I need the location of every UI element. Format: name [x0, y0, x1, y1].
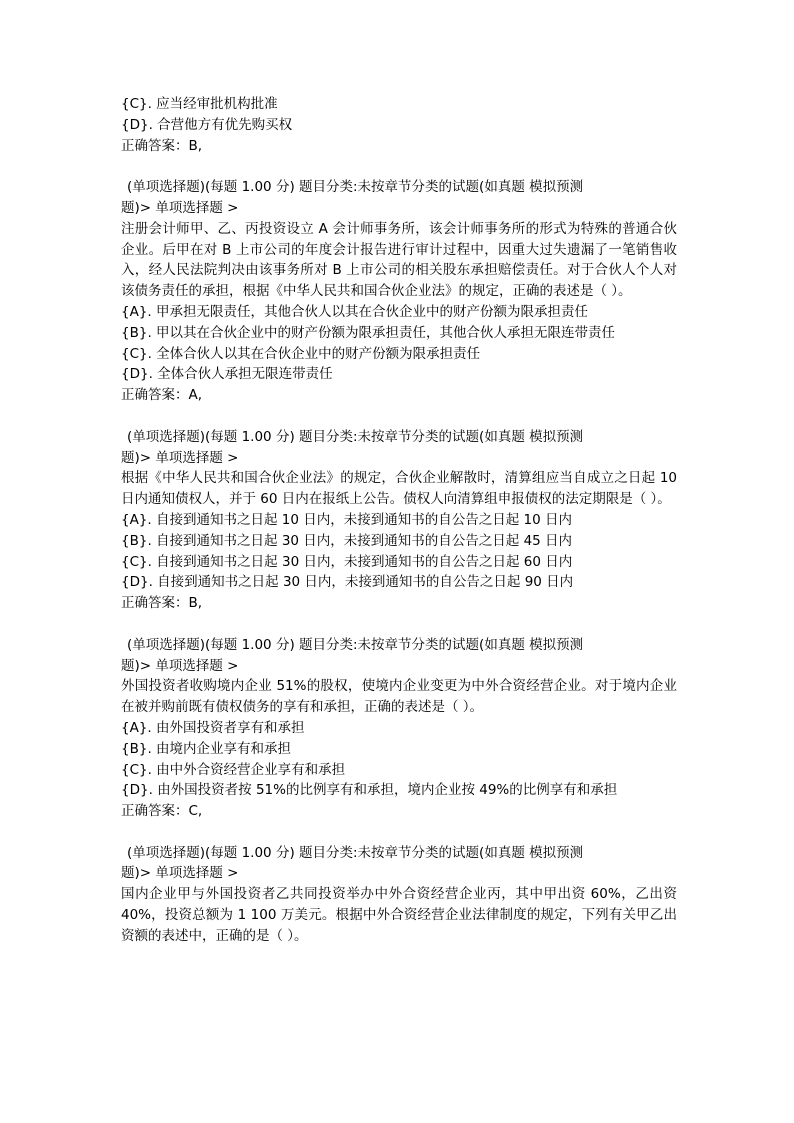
question-header: (单项选择题)(每题 1.00 分) 题目分类:未按章节分类的试题(如真题 模拟预测 [127, 179, 584, 196]
option-d: {D}. 合营他方有优先购买权 [121, 116, 293, 133]
correct-answer: 正确答案：B, [121, 595, 203, 612]
document-page [121, 94, 677, 947]
option-c: {C}. 全体合伙人以其在合伙企业中的财产份额为限承担责任 [121, 345, 481, 362]
question-stem: 注册会计师甲、乙、丙投资设立 A 会计师事务所，该会计师事务所的形式为特殊的普通合伙企业。后甲在对 B 上市公司的年度会计报告进行审计过程中，因重大过失遗漏了一笔销售收入，经人民法院判决由该事务所对 B 上市公司的相关股东承担赔偿责任。对于合伙人个人对该债务责任的承担，根据《中华人民共和国合伙企业法》的规定，正确的表述是（ ）。 [121, 220, 677, 300]
question-header-cont: 题)> 单项选择题 > [121, 657, 239, 674]
option-b: {B}. 甲以其在合伙企业中的财产份额为限承担责任，其他合伙人承担无限连带责任 [121, 324, 616, 341]
option-a: {A}. 甲承担无限责任，其他合伙人以其在合伙企业中的财产份额为限承担责任 [121, 303, 588, 320]
question-stem: 国内企业甲与外国投资者乙共同投资举办中外合资经营企业丙，其中甲出资 60%，乙出资 40%，投资总额为 1 100 万美元。根据中外合资经营企业法律制度的规定，下列有关甲乙出资额的表述中，正确的是（ ）。 [121, 886, 677, 944]
option-c: {C}. 应当经审批机构批准 [121, 96, 278, 112]
correct-answer: 正确答案：A, [121, 387, 203, 404]
option-d: {D}. 全体合伙人承担无限连带责任 [121, 366, 333, 383]
option-b: {B}. 由境内企业享有和承担 [121, 740, 292, 757]
option-a: {A}. 自接到通知书之日起 10 日内，未接到通知书的自公告之日起 10 日内 [121, 511, 573, 528]
correct-answer: 正确答案：C, [121, 803, 203, 820]
question-block [121, 427, 677, 614]
intro-block [121, 94, 677, 156]
question-header-cont: 题)> 单项选择题 > [121, 449, 239, 466]
question-header: (单项选择题)(每题 1.00 分) 题目分类:未按章节分类的试题(如真题 模拟预测 [127, 636, 584, 653]
option-b: {B}. 自接到通知书之日起 30 日内，未接到通知书的自公告之日起 45 日内 [121, 532, 573, 549]
option-c: {C}. 由中外合资经营企业享有和承担 [121, 761, 346, 778]
question-header: (单项选择题)(每题 1.00 分) 题目分类:未按章节分类的试题(如真题 模拟预测 [127, 428, 584, 445]
option-c: {C}. 自接到通知书之日起 30 日内，未接到通知书的自公告之日起 60 日内 [121, 553, 573, 570]
option-a: {A}. 由外国投资者享有和承担 [121, 719, 305, 736]
question-block [121, 635, 677, 822]
question-header-cont: 题)> 单项选择题 > [121, 865, 239, 882]
question-header-cont: 题)> 单项选择题 > [121, 199, 239, 216]
question-stem: 根据《中华人民共和国合伙企业法》的规定，合伙企业解散时，清算组应当自成立之日起 10 日内通知债权人，并于 60 日内在报纸上公告。债权人向清算组申报债权的法定期限是（ ）。 [121, 470, 677, 508]
question-header: (单项选择题)(每题 1.00 分) 题目分类:未按章节分类的试题(如真题 模拟预测 [127, 844, 584, 861]
correct-answer: 正确答案：B, [121, 137, 203, 154]
option-d: {D}. 自接到通知书之日起 30 日内，未接到通知书的自公告之日起 90 日内 [121, 574, 574, 591]
question-block [121, 177, 677, 406]
question-block [121, 843, 677, 947]
option-d: {D}. 由外国投资者按 51%的比例享有和承担，境内企业按 49%的比例享有和承担 [121, 782, 618, 799]
question-stem: 外国投资者收购境内企业 51%的股权，使境内企业变更为中外合资经营企业。对于境内企业在被并购前既有债权债务的享有和承担，正确的表述是（ ）。 [121, 678, 677, 716]
